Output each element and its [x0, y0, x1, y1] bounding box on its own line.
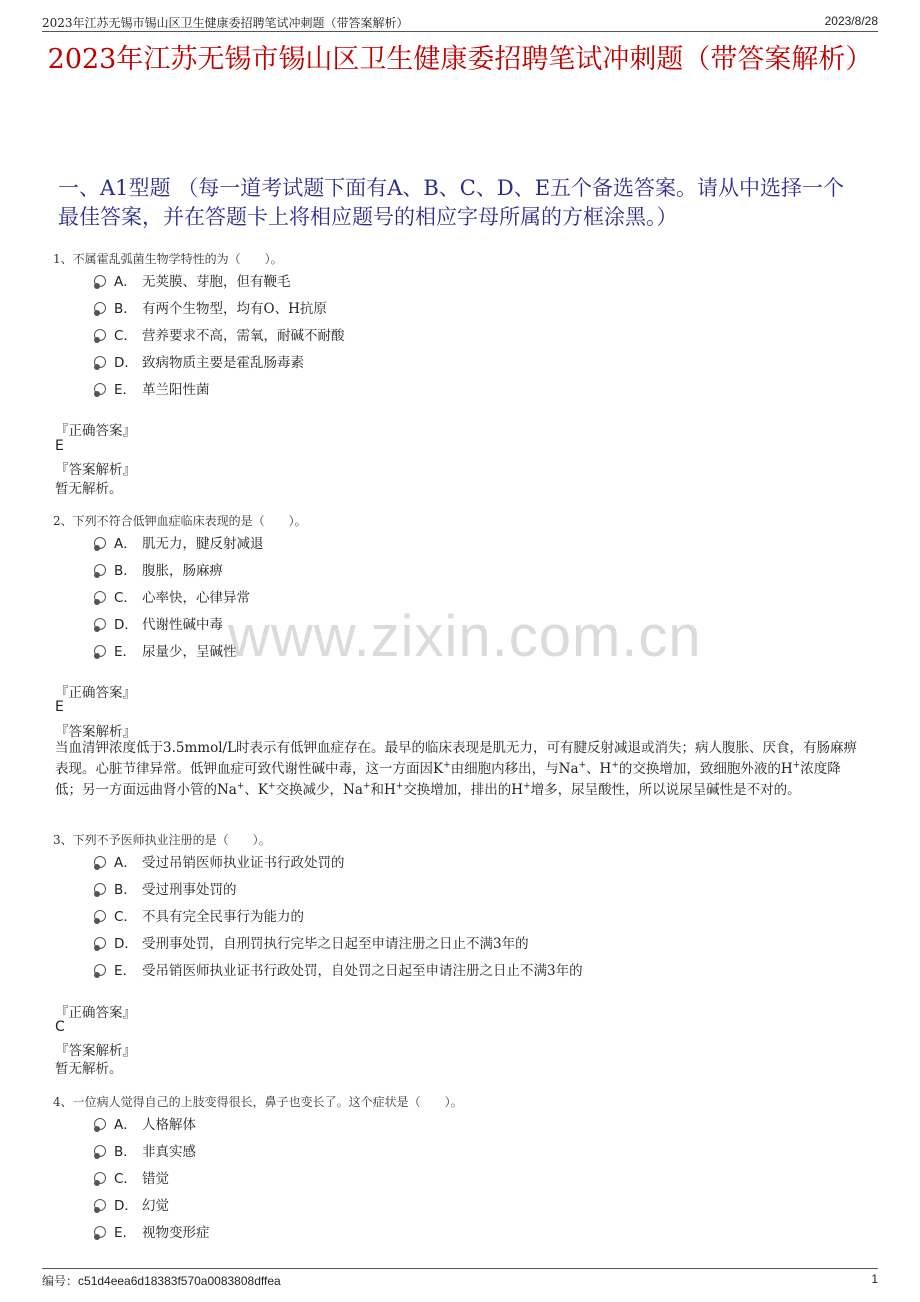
answer-label: 『正确答案』: [55, 1005, 136, 1021]
answer-label: 『正确答案』: [55, 685, 136, 701]
question-1-answer: E: [55, 438, 64, 454]
radio-icon[interactable]: [94, 1118, 106, 1130]
question-3-analysis: 暂无解析。: [55, 1061, 123, 1077]
question-4-stem: 4、一位病人觉得自己的上肢变得很长，鼻子也变长了。这个症状是（ ）。: [53, 1095, 463, 1109]
radio-icon[interactable]: [94, 910, 106, 922]
radio-icon[interactable]: [94, 1226, 106, 1238]
radio-icon[interactable]: [94, 645, 106, 657]
page-header: [42, 14, 878, 30]
radio-icon[interactable]: [94, 537, 106, 549]
radio-icon[interactable]: [94, 856, 106, 868]
header-doc-title: 2023年江苏无锡市锡山区卫生健康委招聘笔试冲刺题（带答案解析）: [42, 16, 409, 30]
question-1-stem: 1、不属霍乱弧菌生物学特性的为（ ）。: [53, 252, 283, 266]
question-2-analysis: 当血清钾浓度低于3.5mmol/L时表示有低钾血症存在。最早的临床表现是肌无力，可有腱反射减退或消失；病人腹胀、厌食，有肠麻痹表现。心脏节律异常。低钾血症可致代谢性碱中毒，这一方面因K+由细胞内移出，与Na+、H+的交换增加，致细胞外液的H+浓度降低；另一方面远曲肾小管的Na+、K+交换减少，Na+和H+交换增加，排出的H+增多，尿呈酸性，所以说尿呈碱性是不对的。: [55, 740, 858, 798]
radio-icon[interactable]: [94, 564, 106, 576]
question-1-analysis: 暂无解析。: [55, 481, 123, 497]
radio-icon[interactable]: [94, 937, 106, 949]
radio-icon[interactable]: [94, 591, 106, 603]
question-3-answer: C: [55, 1019, 65, 1035]
radio-icon[interactable]: [94, 1145, 106, 1157]
radio-icon[interactable]: [94, 356, 106, 368]
header-date: 2023/8/28: [824, 14, 878, 28]
section-heading: 一、A1型题 （每一道考试题下面有A、B、C、D、E五个备选答案。请从中选择一个最佳答案，并在答题卡上将相应题号的相应字母所属的方框涂黑。）: [58, 176, 845, 229]
question-2-answer: E: [55, 699, 64, 715]
analysis-label: 『答案解析』: [55, 724, 136, 740]
radio-icon[interactable]: [94, 618, 106, 630]
radio-icon[interactable]: [94, 275, 106, 287]
header-divider: [42, 31, 878, 32]
footer-divider: [42, 1268, 878, 1269]
radio-icon[interactable]: [94, 329, 106, 341]
page-footer: [42, 1272, 878, 1288]
watermark: www.zixin.com.cn: [228, 604, 702, 669]
analysis-label: 『答案解析』: [55, 462, 136, 478]
analysis-label: 『答案解析』: [55, 1043, 136, 1059]
radio-icon[interactable]: [94, 1199, 106, 1211]
footer-code: 编号：c51d4eea6d18383f570a0083808dffea: [42, 1274, 281, 1288]
radio-icon[interactable]: [94, 1172, 106, 1184]
question-3-stem: 3、下列不予医师执业注册的是（ ）。: [53, 833, 271, 847]
page-number: 1: [871, 1272, 878, 1286]
answer-label: 『正确答案』: [55, 423, 136, 439]
page-title: 2023年江苏无锡市锡山区卫生健康委招聘笔试冲刺题（带答案解析）: [47, 44, 873, 75]
radio-icon[interactable]: [94, 883, 106, 895]
question-2-stem: 2、下列不符合低钾血症临床表现的是（ ）。: [53, 514, 307, 528]
radio-icon[interactable]: [94, 383, 106, 395]
radio-icon[interactable]: [94, 964, 106, 976]
radio-icon[interactable]: [94, 302, 106, 314]
